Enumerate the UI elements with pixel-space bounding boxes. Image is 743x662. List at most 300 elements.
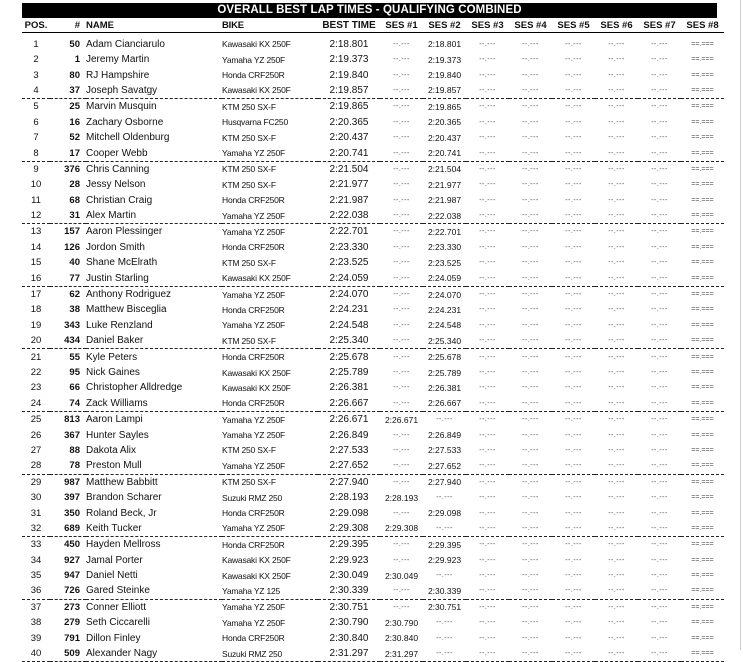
cell-ses-3: --.---: [479, 259, 496, 267]
cell-ses-3: --.---: [466, 521, 509, 537]
cell-ses-1: 2:30.840: [384, 633, 419, 644]
cell-pos: 8: [22, 145, 50, 161]
cell-ses-1: --.---: [393, 243, 410, 251]
cell-best-time: 2:25.789: [329, 367, 369, 378]
cell-ses-6: --.---: [608, 165, 625, 173]
cell-ses-5: --.---: [565, 134, 582, 142]
cell-number: 66: [69, 382, 80, 394]
cell-ses-5: --.---: [565, 541, 582, 549]
cell-pos: 25: [30, 414, 42, 426]
cell-ses-8: ==.===: [681, 583, 724, 599]
cell-ses-3: --.---: [479, 509, 496, 517]
cell-ses-4: --.---: [509, 270, 552, 286]
cell-best-time: 2:27.533: [329, 444, 369, 456]
cell-ses-6: --.---: [608, 494, 625, 502]
cell-bike: Yamaha YZ 250F: [222, 226, 286, 237]
cell-pos: 13: [30, 226, 42, 238]
cell-ses-7: --.---: [651, 353, 668, 361]
cell-ses-2: 2:26.849: [427, 430, 462, 441]
cell-bike: Yamaha YZ 250F: [222, 602, 286, 613]
cell-best-time: 2:21.987: [329, 194, 369, 206]
cell-ses-4: --.---: [522, 478, 539, 486]
cell-ses-5: --.---: [552, 83, 595, 99]
cell-ses-4: --.---: [522, 634, 539, 642]
cell-bike: Honda CRF250R: [222, 396, 318, 412]
cell-ses-1: --.---: [380, 333, 423, 349]
cell-ses-1: 2:30.790: [384, 617, 419, 628]
cell-bike: Yamaha YZ 250F: [222, 145, 318, 161]
cell-pos: 30: [30, 492, 42, 504]
cell-pos: 17: [30, 289, 42, 301]
cell-name: Dillon Finley: [86, 632, 141, 644]
cell-ses-7: --.---: [651, 103, 668, 111]
table-row: [22, 177, 724, 192]
cell-ses-7: --.---: [651, 306, 668, 314]
cell-pos: 18: [30, 304, 42, 316]
table-row: [22, 99, 724, 115]
cell-bike: Honda CRF250R: [222, 304, 285, 315]
cell-ses-5: --.---: [565, 384, 582, 392]
cell-ses-3: --.---: [479, 634, 496, 642]
cell-number: 50: [69, 38, 80, 50]
cell-ses-1: --.---: [393, 603, 410, 611]
cell-name: Dakota Alix: [86, 444, 137, 456]
cell-ses-7: --.---: [651, 369, 668, 376]
cell-ses-1: --.---: [393, 40, 410, 48]
cell-name: Matthew Bisceglia: [86, 304, 167, 316]
cell-ses-8: ==.===: [681, 521, 724, 537]
cell-pos: 26: [30, 429, 42, 441]
cell-ses-4: --.---: [509, 583, 552, 599]
cell-name: Aaron Lampi: [86, 414, 143, 426]
cell-ses-6: --.---: [608, 634, 625, 642]
cell-ses-6: --.---: [608, 384, 625, 392]
cell-ses-6: --.---: [608, 446, 625, 454]
cell-number: 689: [50, 521, 86, 537]
cell-ses-7: --.---: [638, 145, 681, 161]
cell-ses-4: --.---: [522, 431, 539, 439]
cell-ses-8: ==.===: [691, 306, 714, 314]
cell-ses-1: --.---: [380, 583, 423, 599]
cell-name: Keith Tucker: [86, 521, 222, 537]
cell-bike: Honda CRF250R: [222, 633, 285, 644]
cell-ses-3: --.---: [479, 291, 496, 299]
cell-ses-1: --.---: [380, 458, 423, 474]
cell-best-time: 2:30.751: [329, 601, 369, 613]
cell-ses-2: 2:25.789: [427, 367, 462, 378]
cell-ses-4: --.---: [522, 56, 539, 64]
cell-ses-5: --.---: [565, 118, 582, 126]
cell-name: RJ Hampshire: [86, 69, 150, 81]
cell-ses-6: --.---: [595, 208, 638, 224]
cell-ses-3: --.---: [466, 646, 509, 662]
cell-ses-7: --.---: [651, 619, 668, 627]
cell-ses-7: --.---: [651, 384, 668, 392]
cell-number: 38: [69, 304, 80, 316]
cell-ses-4: --.---: [509, 333, 552, 349]
table-row: [22, 458, 724, 474]
table-row: [22, 302, 724, 317]
cell-number: 16: [69, 116, 80, 128]
cell-ses-3: --.---: [479, 165, 496, 173]
cell-ses-5: --.---: [565, 259, 582, 267]
cell-bike: Kawasaki KX 250F: [222, 367, 291, 378]
cell-ses-1: --.---: [393, 369, 410, 376]
cell-ses-2: 2:27.652: [423, 458, 466, 474]
cell-ses-6: --.---: [608, 603, 625, 611]
cell-ses-5: --.---: [552, 145, 595, 161]
cell-pos: 15: [30, 257, 42, 269]
cell-ses-3: --.---: [479, 384, 496, 392]
cell-best-time: 2:28.193: [329, 492, 369, 504]
cell-number: 813: [64, 414, 80, 426]
cell-number: 350: [64, 507, 80, 519]
table-row: [22, 380, 724, 395]
cell-pos: 9: [33, 163, 39, 175]
cell-number: 987: [64, 476, 80, 488]
cell-best-time: 2:29.395: [329, 539, 369, 551]
table-row: [22, 599, 724, 615]
cell-ses-1: --.---: [393, 134, 410, 142]
cell-pos: 19: [30, 319, 42, 331]
cell-pos: 16: [22, 270, 50, 286]
cell-number: 95: [69, 367, 80, 378]
cell-ses-8: ==.===: [691, 619, 714, 627]
cell-ses-1: --.---: [393, 306, 410, 314]
cell-ses-8: ==.===: [691, 165, 714, 173]
cell-ses-1: --.---: [393, 228, 410, 236]
cell-bike: KTM 250 SX-F: [222, 179, 276, 190]
cell-number: 31: [50, 208, 86, 224]
cell-ses-2: 2:18.801: [427, 39, 462, 49]
report-title: OVERALL BEST LAP TIMES - QUALIFYING COMBINED: [22, 3, 717, 18]
cell-ses-3: --.---: [466, 458, 509, 474]
table-row: [22, 208, 724, 224]
cell-pos: 36: [22, 583, 50, 599]
cell-best-time: 2:29.923: [329, 554, 369, 566]
cell-bike: Honda CRF250R: [222, 195, 285, 206]
cell-ses-7: --.---: [638, 396, 681, 412]
table-row: [22, 505, 724, 520]
cell-ses-2: 2:27.533: [427, 445, 462, 456]
cell-best-time: 2:25.678: [329, 351, 369, 363]
cell-ses-3: --.---: [479, 134, 496, 142]
cell-ses-7: --.---: [651, 118, 668, 126]
table-row: [22, 615, 724, 630]
cell-pos: 24: [22, 396, 50, 412]
cell-bike: Yamaha YZ 250F: [222, 430, 286, 441]
cell-ses-4: --.---: [509, 83, 552, 99]
cell-best-time: 2:29.098: [329, 507, 369, 519]
cell-ses-2: 2:24.231: [427, 304, 462, 315]
cell-ses-8: ==.===: [681, 646, 724, 662]
cell-ses-5: --.---: [565, 572, 582, 580]
cell-ses-2: 2:20.365: [427, 117, 462, 128]
cell-ses-8: ==.===: [691, 369, 714, 376]
cell-ses-6: --.---: [608, 243, 625, 251]
table-row: [22, 521, 724, 537]
cell-pos: 14: [30, 241, 42, 253]
cell-ses-8: ==.===: [691, 556, 714, 564]
cell-ses-8: ==.===: [691, 494, 714, 502]
cell-ses-2: 2:20.437: [427, 132, 462, 143]
cell-pos: 11: [31, 194, 41, 206]
cell-ses-4: --.---: [522, 541, 539, 549]
cell-ses-5: --.---: [565, 446, 582, 454]
cell-ses-1: --.---: [393, 431, 410, 439]
cell-bike: Yamaha YZ 250F: [222, 617, 286, 628]
cell-ses-4: --.---: [522, 165, 539, 173]
cell-ses-6: --.---: [595, 396, 638, 412]
cell-ses-6: --.---: [608, 181, 625, 189]
cell-ses-4: --.---: [522, 103, 539, 111]
cell-ses-6: --.---: [608, 71, 625, 79]
cell-ses-3: --.---: [479, 619, 496, 627]
cell-ses-6: --.---: [608, 431, 625, 439]
col-name: NAME: [86, 19, 222, 33]
cell-ses-6: --.---: [608, 134, 625, 142]
cell-number: 37: [50, 83, 86, 99]
cell-bike: Kawasaki KX 250F: [222, 270, 318, 286]
cell-name: Hayden Mellross: [86, 539, 161, 551]
cell-number: 927: [64, 554, 80, 566]
cell-ses-2: 2:20.741: [423, 145, 466, 161]
cell-pos: 23: [30, 382, 42, 394]
cell-ses-1: --.---: [380, 396, 423, 412]
cell-ses-8: ==.===: [691, 196, 714, 204]
cell-ses-7: --.---: [651, 572, 668, 580]
cell-ses-3: --.---: [479, 478, 496, 486]
cell-ses-3: --.---: [479, 181, 496, 189]
cell-ses-8: ==.===: [691, 71, 714, 79]
cell-ses-4: --.---: [522, 494, 539, 502]
table-row: [22, 83, 724, 99]
cell-ses-7: --.---: [638, 333, 681, 349]
cell-name: Anthony Rodriguez: [86, 289, 172, 301]
cell-ses-1: --.---: [393, 181, 410, 189]
cell-name: Daniel Baker: [86, 333, 222, 349]
cell-ses-3: --.---: [479, 353, 496, 361]
cell-bike: KTM 250 SX-F: [222, 257, 276, 268]
cell-ses-2: 2:24.059: [423, 270, 466, 286]
cell-ses-2: 2:21.987: [427, 195, 462, 206]
cell-pos: 5: [33, 101, 39, 113]
cell-ses-2: 2:30.751: [427, 602, 462, 613]
cell-ses-1: --.---: [380, 83, 423, 99]
cell-ses-8: ==.===: [691, 118, 714, 126]
cell-ses-8: ==.===: [691, 103, 714, 111]
cell-ses-2: --.---: [423, 521, 466, 537]
cell-ses-7: --.---: [651, 541, 668, 549]
cell-ses-8: ==.===: [691, 509, 714, 517]
cell-ses-4: --.---: [509, 458, 552, 474]
cell-ses-7: --.---: [638, 83, 681, 99]
cell-ses-2: 2:29.923: [427, 555, 462, 566]
cell-bike: Yamaha YZ 250F: [222, 320, 286, 331]
cell-name: Kyle Peters: [86, 351, 138, 363]
cell-best-time: 2:31.297: [318, 646, 380, 662]
table-row: [22, 411, 724, 427]
cell-ses-4: --.---: [522, 118, 539, 126]
cell-name: Luke Renzland: [86, 319, 153, 331]
cell-number: 434: [50, 333, 86, 349]
cell-ses-1: --.---: [393, 446, 410, 454]
cell-ses-5: --.---: [552, 270, 595, 286]
cell-ses-1: --.---: [380, 208, 423, 224]
cell-ses-7: --.---: [651, 416, 668, 424]
cell-ses-4: --.---: [522, 446, 539, 454]
cell-ses-7: --.---: [651, 478, 668, 486]
cell-best-time: 2:26.671: [329, 414, 369, 426]
cell-name: Jeremy Martin: [86, 54, 150, 66]
cell-ses-8: ==.===: [691, 446, 714, 454]
col-pos: POS.: [22, 19, 50, 33]
cell-bike: Yamaha YZ 125: [222, 583, 318, 599]
cell-number: 40: [69, 257, 80, 269]
cell-name: Zack Williams: [86, 396, 222, 412]
cell-ses-4: --.---: [522, 369, 539, 376]
cell-number: 376: [64, 163, 80, 175]
cell-ses-2: 2:24.070: [427, 289, 462, 300]
table-body: [22, 33, 724, 662]
cell-ses-4: --.---: [522, 572, 539, 580]
header-row: [22, 19, 724, 33]
cell-name: Jessy Nelson: [86, 179, 146, 191]
cell-bike: KTM 250 SX-F: [222, 477, 276, 488]
col-best-time: BEST TIME: [318, 19, 380, 33]
cell-pos: 33: [30, 539, 42, 551]
cell-number: 509: [50, 646, 86, 662]
cell-ses-7: --.---: [638, 458, 681, 474]
cell-ses-3: --.---: [479, 40, 496, 48]
cell-ses-7: --.---: [651, 56, 668, 64]
cell-ses-7: --.---: [651, 181, 668, 189]
cell-ses-1: 2:30.049: [384, 570, 419, 581]
table-row: [22, 537, 724, 553]
cell-ses-5: --.---: [565, 291, 582, 299]
cell-number: 74: [50, 396, 86, 412]
lap-times-table: [22, 19, 724, 662]
cell-bike: Kawasaki KX 250F: [222, 83, 318, 99]
table-row: [22, 240, 724, 255]
cell-ses-2: --.---: [436, 634, 453, 642]
cell-number: 25: [69, 101, 80, 113]
cell-best-time: 2:22.701: [329, 226, 369, 238]
table-row: [22, 67, 724, 82]
cell-best-time: 2:21.977: [329, 179, 369, 191]
cell-ses-1: --.---: [393, 541, 410, 549]
cell-number: 17: [50, 145, 86, 161]
cell-best-time: 2:29.308: [318, 521, 380, 537]
cell-pos: 38: [30, 617, 42, 629]
cell-ses-8: ==.===: [691, 321, 714, 329]
cell-ses-2: 2:26.667: [423, 396, 466, 412]
cell-pos: 22: [30, 367, 42, 378]
col-bike: BIKE: [222, 19, 318, 33]
cell-best-time: 2:23.330: [329, 241, 369, 253]
cell-bike: Suzuki RMZ 250: [222, 646, 318, 662]
cell-best-time: 2:21.504: [329, 163, 369, 175]
cell-pos: 6: [33, 116, 39, 128]
table-row: [22, 286, 724, 302]
cell-number: 68: [69, 194, 80, 206]
cell-best-time: 2:30.049: [329, 570, 369, 582]
cell-name: Marvin Musquin: [86, 101, 157, 113]
cell-name: Joseph Savatgy: [86, 83, 222, 99]
table-row: [22, 224, 724, 240]
cell-ses-6: --.---: [595, 583, 638, 599]
cell-ses-8: ==.===: [691, 478, 714, 486]
cell-name: Aaron Plessinger: [86, 226, 163, 238]
cell-pos: 29: [30, 476, 42, 488]
cell-name: Chris Canning: [86, 163, 150, 175]
cell-ses-8: ==.===: [691, 181, 714, 189]
cell-pos: 7: [33, 132, 39, 144]
cell-ses-8: ==.===: [691, 291, 714, 299]
cell-number: 1: [74, 54, 80, 66]
cell-ses-1: --.---: [393, 118, 410, 126]
cell-name: Matthew Babbitt: [86, 476, 158, 488]
cell-number: 80: [69, 69, 80, 81]
cell-ses-2: --.---: [423, 646, 466, 662]
cell-ses-3: --.---: [479, 494, 496, 502]
cell-pos: 37: [30, 601, 42, 613]
cell-number: 78: [50, 458, 86, 474]
cell-ses-8: ==.===: [691, 431, 714, 439]
cell-ses-8: ==.===: [691, 243, 714, 251]
cell-ses-5: --.---: [565, 431, 582, 439]
cell-ses-8: ==.===: [691, 634, 714, 642]
cell-pos: 39: [30, 632, 42, 644]
cell-pos: 21: [30, 351, 42, 363]
cell-name: Daniel Netti: [86, 570, 138, 582]
cell-ses-6: --.---: [595, 333, 638, 349]
cell-ses-1: --.---: [393, 259, 410, 267]
cell-ses-2: 2:25.678: [427, 352, 462, 363]
cell-ses-4: --.---: [509, 521, 552, 537]
cell-ses-7: --.---: [651, 134, 668, 142]
cell-name: Justin Starling: [86, 270, 222, 286]
cell-name: Roland Beck, Jr: [86, 507, 157, 519]
cell-ses-4: --.---: [522, 134, 539, 142]
cell-number: 279: [64, 617, 80, 629]
table-row: [22, 583, 724, 599]
cell-best-time: 2:27.652: [318, 458, 380, 474]
cell-ses-2: 2:27.940: [427, 477, 462, 488]
cell-pos: 32: [22, 521, 50, 537]
cell-number: 52: [69, 132, 80, 144]
cell-bike: KTM 250 SX-F: [222, 164, 276, 175]
cell-pos: 34: [30, 554, 42, 566]
cell-number: 726: [50, 583, 86, 599]
table-row: [22, 443, 724, 458]
cell-bike: Kawasaki KX 250F: [222, 555, 291, 566]
table-row: [22, 553, 724, 568]
cell-ses-7: --.---: [638, 646, 681, 662]
cell-ses-6: --.---: [608, 306, 625, 314]
cell-name: Alexander Nagy: [86, 646, 222, 662]
cell-pos: 3: [33, 69, 39, 81]
cell-name: Cooper Webb: [86, 145, 222, 161]
cell-ses-3: --.---: [466, 83, 509, 99]
cell-best-time: 2:20.365: [329, 116, 369, 128]
cell-ses-3: --.---: [479, 306, 496, 314]
cell-ses-5: --.---: [565, 509, 582, 517]
cell-ses-4: --.---: [522, 619, 539, 627]
cell-ses-2: 2:19.865: [427, 101, 462, 112]
cell-bike: Yamaha YZ 250F: [222, 521, 318, 537]
cell-ses-2: 2:30.339: [423, 583, 466, 599]
